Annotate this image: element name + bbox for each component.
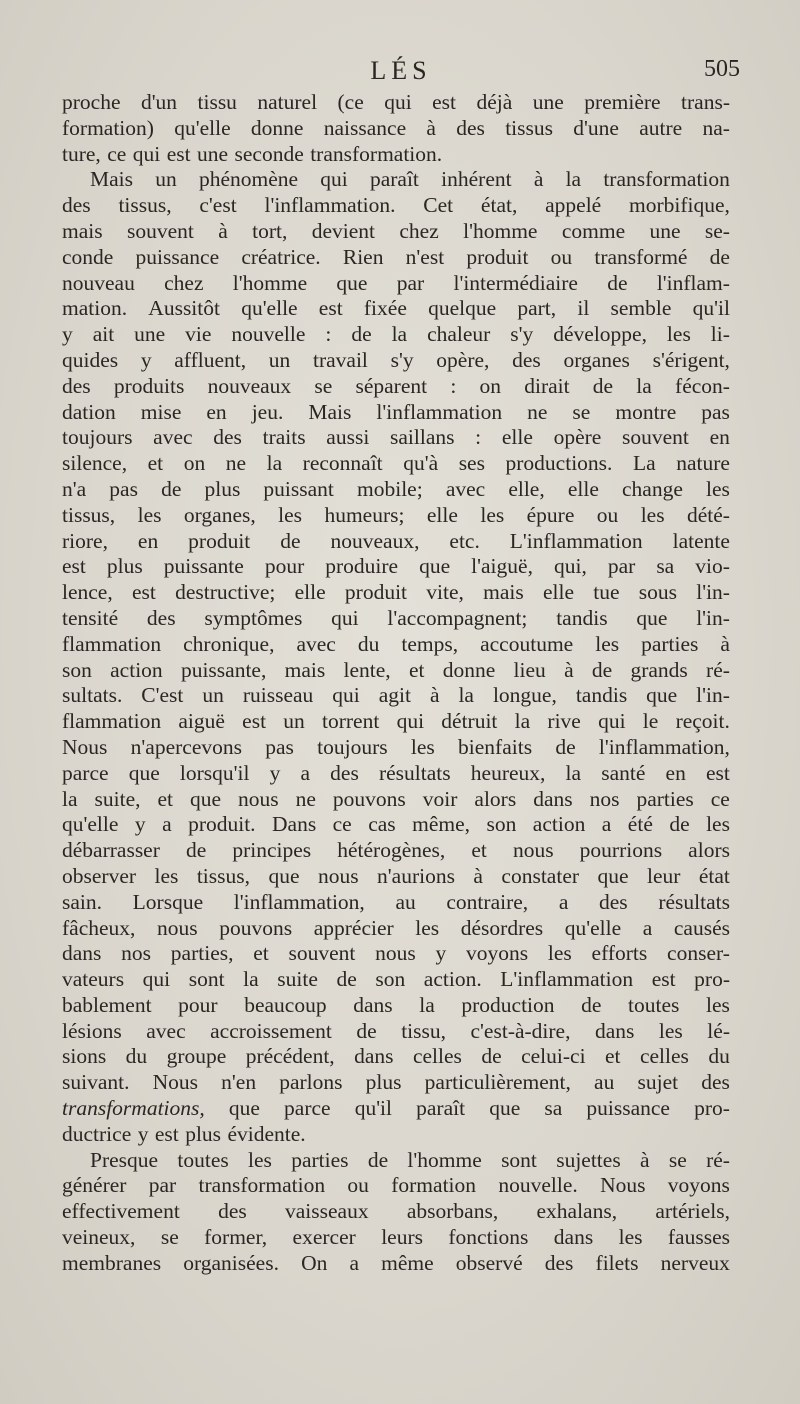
text-line: lence, est destructive; elle produit vite, mais elle tue sous l'in-: [62, 580, 730, 605]
text-line: sions du groupe précédent, dans celles de celui-ci et celles du: [62, 1044, 730, 1069]
text-line: Presque toutes les parties de l'homme sont sujettes à se ré-: [90, 1147, 730, 1172]
text-line: son action puissante, mais lente, et donne lieu à de grands ré-: [62, 657, 730, 682]
text-line: flammation chronique, avec du temps, accoutume les parties à: [62, 631, 730, 656]
text-line: dans nos parties, et souvent nous y voyons les efforts conser-: [62, 941, 730, 966]
text-line: générer par transformation ou formation nouvelle. Nous voyons: [62, 1173, 730, 1198]
text-line: sain. Lorsque l'inflammation, au contraire, a des résultats: [62, 889, 730, 914]
text-line: des tissus, c'est l'inflammation. Cet état, appelé morbifique,: [62, 193, 730, 218]
text-line: mation. Aussitôt qu'elle est fixée quelque part, il semble qu'il: [62, 296, 730, 321]
text-line: quides y affluent, un travail s'y opère, des organes s'érigent,: [62, 347, 730, 372]
text-line: tissus, les organes, les humeurs; elle les épure ou les dété-: [62, 502, 730, 527]
text-line: nouveau chez l'homme que par l'intermédiaire de l'inflam-: [62, 270, 730, 295]
text-line: observer les tissus, que nous n'aurions à constater que leur état: [62, 863, 730, 888]
text-line: sultats. C'est un ruisseau qui agit à la longue, tandis que l'in-: [62, 683, 730, 708]
text-line: Mais un phénomène qui paraît inhérent à la transformation: [90, 167, 730, 192]
text-line: vateurs qui sont la suite de son action. L'inflammation est pro-: [62, 967, 730, 992]
text-line: n'a pas de plus puissant mobile; avec elle, elle change les: [62, 476, 730, 501]
text-line: fâcheux, nous pouvons apprécier les désordres qu'elle a causés: [62, 915, 730, 940]
text-line: silence, et on ne la reconnaît qu'à ses productions. La nature: [62, 451, 730, 476]
text-line: mais souvent à tort, devient chez l'homme comme une se-: [62, 218, 730, 243]
text-line: riore, en produit de nouveaux, etc. L'inflammation latente: [62, 528, 730, 553]
text-line: formation) qu'elle donne naissance à des tissus d'une autre na-: [62, 115, 730, 140]
text-line: débarrasser de principes hétérogènes, et nous pourrions alors: [62, 838, 730, 863]
body-text: [62, 90, 730, 1277]
text-line: y ait une vie nouvelle : de la chaleur s'y développe, les li-: [62, 322, 730, 347]
text-line: bablement pour beaucoup dans la production de toutes les: [62, 992, 730, 1017]
text-line: lésions avec accroissement de tissu, c'est-à-dire, dans les lé-: [62, 1018, 730, 1043]
text-line: conde puissance créatrice. Rien n'est produit ou transformé de: [62, 244, 730, 269]
text-line: parce que lorsqu'il y a des résultats heureux, la santé en est: [62, 760, 730, 785]
text-line: suivant. Nous n'en parlons plus particulièrement, au sujet des: [62, 1070, 730, 1095]
text-line: dation mise en jeu. Mais l'inflammation ne se montre pas: [62, 399, 730, 424]
text-line: est plus puissante pour produire que l'aiguë, qui, par sa vio-: [62, 554, 730, 579]
running-head: LÉS: [370, 56, 432, 85]
text-line: la suite, et que nous ne pouvons voir alors dans nos parties ce: [62, 786, 730, 811]
text-line: qu'elle y a produit. Dans ce cas même, son action a été de les: [62, 812, 730, 837]
text-line: proche d'un tissu naturel (ce qui est déjà une première trans-: [62, 90, 730, 114]
page-number: 505: [704, 56, 740, 82]
text-line: toujours avec des traits aussi saillans : elle opère souvent en: [62, 425, 730, 450]
text-line: flammation aiguë est un torrent qui détruit la rive qui le reçoit.: [62, 709, 730, 734]
text-line: tensité des symptômes qui l'accompagnent; tandis que l'in-: [62, 605, 730, 630]
text-line: membranes organisées. On a même observé des filets nerveux: [62, 1250, 730, 1275]
text-line: ductrice y est plus évidente.: [62, 1121, 306, 1146]
text-line: transformations, que parce qu'il paraît que sa puissance pro-: [62, 1096, 730, 1121]
text-line: ture, ce qui est une seconde transformation.: [62, 141, 443, 166]
text-line: veineux, se former, exercer leurs fonctions dans les fausses: [62, 1225, 730, 1250]
text-line: Nous n'apercevons pas toujours les bienfaits de l'inflammation,: [62, 734, 730, 759]
text-line: des produits nouveaux se séparent : on dirait de la fécon-: [62, 373, 730, 398]
page-header: [62, 56, 740, 86]
text-line: effectivement des vaisseaux absorbans, exhalans, artériels,: [62, 1199, 730, 1224]
